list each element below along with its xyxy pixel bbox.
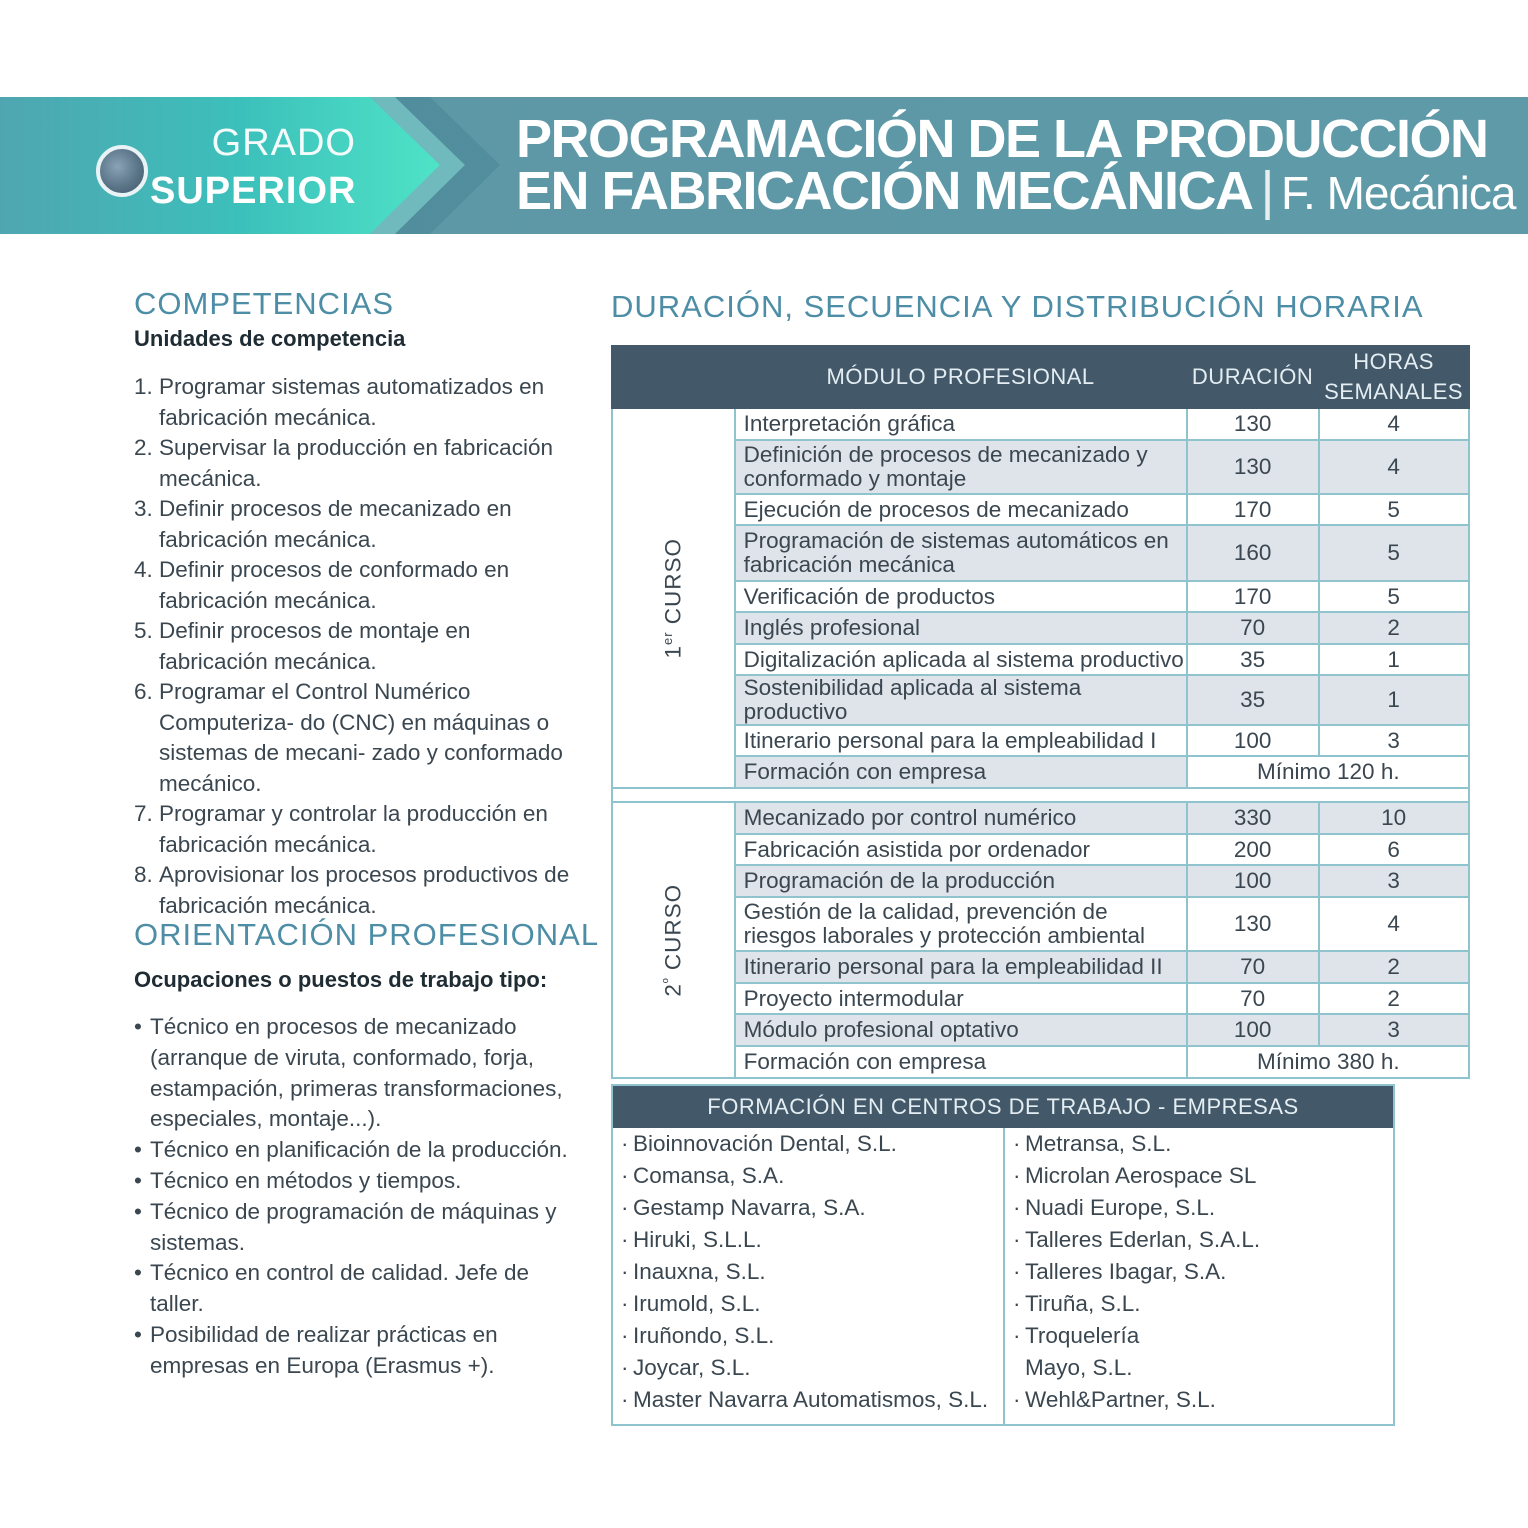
professional-family: F. Mecánica [1281,167,1516,219]
orientacion-subheading: Ocupaciones o puestos de trabajo tipo: [134,967,548,992]
duration-cell: 130 [1187,440,1319,494]
table-row-fct [612,756,1469,788]
module-cell: Formación con empresa [735,1046,1187,1078]
list-item: 3. Definir procesos de mecanizado en fabricación mecánica. [134,496,512,552]
header-duration: DURACIÓN [1187,346,1319,408]
table-row-fct [612,1046,1469,1078]
list-item: • Técnico en procesos de mecanizado (arranque de viruta, conformado, forja, estampación, primeras transformaciones, especiales, montaje...). [134,1012,574,1135]
hours-cell: 6 [1319,834,1469,865]
table-row [612,408,1469,440]
duration-cell: 200 [1187,834,1319,865]
level-badge-icon [96,145,148,197]
duracion-heading: DURACIÓN, SECUENCIA Y DISTRIBUCIÓN HORARIA [611,289,1424,324]
list-item: · Iruñondo, S.L. [621,1320,993,1352]
hours-cell: 5 [1319,581,1469,612]
header-module: MÓDULO PROFESIONAL [735,346,1187,408]
list-item: 5. Definir procesos de montaje en fabricación mecánica. [134,618,471,674]
module-cell: Fabricación asistida por ordenador [735,834,1187,865]
duration-cell: 170 [1187,581,1319,612]
list-item: · Hiruki, S.L.L. [621,1224,993,1256]
module-cell: Sostenibilidad aplicada al sistema productivo [735,675,1187,725]
list-item: 4. Definir procesos de conformado en fabricación mecánica. [134,557,510,613]
curso2-label: $2^º$ CURSO [612,802,735,1078]
table-row [612,525,1469,581]
module-cell: Mecanizado por control numérico [735,802,1187,834]
curso1-body [612,408,1469,788]
page-title [516,109,1516,221]
companies-body [613,1128,1393,1424]
list-item: · Nuadi Europe, S.L. [1013,1192,1383,1224]
title-line2-text: EN FABRICACIÓN MECÁNICA [516,161,1253,221]
list-item: · Talleres Ederlan, S.A.L. [1013,1224,1383,1256]
duration-cell: 130 [1187,897,1319,951]
companies-left-column [613,1128,1003,1424]
module-cell: Proyecto intermodular [735,983,1187,1014]
list-item: · Wehl&Partner, S.L. [1013,1384,1383,1416]
title-line2 [516,161,1516,221]
table-row [612,675,1469,725]
table-header-row [612,346,1469,408]
list-item: · Talleres Ibagar, S.A. [1013,1256,1383,1288]
table-row [612,644,1469,675]
list-item: 2. Supervisar la producción en fabricación mecánica. [134,435,553,491]
table-row [612,951,1469,983]
course-gap [612,788,1469,802]
module-cell: Itinerario personal para la empleabilidad II [735,951,1187,983]
list-item: · Master Navarra Automatismos, S.L. [621,1384,993,1416]
duration-cell: 70 [1187,612,1319,644]
list-item: • Técnico en control de calidad. Jefe de taller. [134,1258,574,1320]
companies-right-column [1003,1128,1393,1424]
table-row [612,725,1469,756]
level-line2: SUPERIOR [150,170,357,212]
hours-cell: 1 [1319,675,1469,725]
duration-cell: 35 [1187,675,1319,725]
hours-cell: 1 [1319,644,1469,675]
companies-table [611,1084,1395,1426]
table-row [612,612,1469,644]
list-item: • Técnico en métodos y tiempos. [134,1166,574,1197]
hours-cell: 4 [1319,440,1469,494]
list-item: · Gestamp Navarra, S.A. [621,1192,993,1224]
list-item: · Troquelería [1013,1320,1383,1352]
schedule-table [611,345,1470,1079]
list-item: 7. Programar y controlar la producción en fabricación mecánica. [134,801,548,857]
duration-cell: 100 [1187,865,1319,897]
module-cell: Interpretación gráfica [735,408,1187,440]
table-row [612,983,1469,1014]
list-item: · Metransa, S.L. [1013,1128,1383,1160]
level-line1: GRADO [211,122,356,164]
competencias-heading: COMPETENCIAS [134,286,395,321]
module-cell: Verificación de productos [735,581,1187,612]
list-item: · Microlan Aerospace SL [1013,1160,1383,1192]
table-row [612,1014,1469,1046]
module-cell: Digitalización aplicada al sistema productivo [735,644,1187,675]
duration-cell: 70 [1187,951,1319,983]
duration-cell: 160 [1187,525,1319,581]
list-item: · Tiruña, S.L. [1013,1288,1383,1320]
list-item: 8. Aprovisionar los procesos productivos de fabricación mecánica. [134,862,570,918]
list-item: 1. Programar sistemas automatizados en fabricación mecánica. [134,374,545,430]
hours-cell: 3 [1319,865,1469,897]
competencias-list [134,372,574,921]
table-row [612,802,1469,834]
list-item: · Bioinnovación Dental, S.L. [621,1128,993,1160]
module-cell: Definición de procesos de mecanizado y conformado y montaje [735,440,1187,494]
table-row [612,440,1469,494]
hours-cell: 5 [1319,525,1469,581]
hours-cell: 2 [1319,612,1469,644]
table-row [612,581,1469,612]
list-item: · Comansa, S.A. [621,1160,993,1192]
orientacion-heading: ORIENTACIÓN PROFESIONAL [134,917,600,952]
duration-cell: 130 [1187,408,1319,440]
duration-cell: 100 [1187,1014,1319,1046]
table-row [612,865,1469,897]
header-weekly-hours: HORAS SEMANALES [1319,346,1469,408]
list-item: Mayo, S.L. [1025,1355,1133,1380]
list-item: · Inauxna, S.L. [621,1256,993,1288]
table-row [612,897,1469,951]
duration-cell: 35 [1187,644,1319,675]
module-cell: Programación de la producción [735,865,1187,897]
module-cell: Formación con empresa [735,756,1187,788]
list-item: 6. Programar el Control Numérico Computeriza- do (CNC) en máquinas o sistemas de mecani- zado y conformado mecánico. [134,679,563,796]
curso1-label: 1er CURSO [612,408,735,788]
list-item: • Técnico de programación de máquinas y sistemas. [134,1197,574,1259]
minimum-hours-cell: Mínimo 380 h. [1187,1046,1469,1078]
table-row [612,494,1469,525]
title-separator: | [1260,161,1274,221]
hours-cell: 2 [1319,983,1469,1014]
hours-cell: 2 [1319,951,1469,983]
hours-cell: 4 [1319,408,1469,440]
duration-cell: 170 [1187,494,1319,525]
duration-cell: 330 [1187,802,1319,834]
module-cell: Ejecución de procesos de mecanizado [735,494,1187,525]
header-blank [612,346,735,408]
module-cell: Módulo profesional optativo [735,1014,1187,1046]
table-row [612,834,1469,865]
hours-cell: 10 [1319,802,1469,834]
minimum-hours-cell: Mínimo 120 h. [1187,756,1469,788]
occupations-list [134,1012,574,1382]
hours-cell: 3 [1319,725,1469,756]
hours-cell: 5 [1319,494,1469,525]
curso2-body [612,802,1469,1078]
module-cell: Itinerario personal para la empleabilidad I [735,725,1187,756]
duration-cell: 100 [1187,725,1319,756]
hours-cell: 4 [1319,897,1469,951]
title-line1: PROGRAMACIÓN DE LA PRODUCCIÓN [516,109,1488,169]
module-cell: Gestión de la calidad, prevención de riesgos laborales y protección ambiental [735,897,1187,951]
list-item: • Técnico en planificación de la producción. [134,1135,574,1166]
list-item: · Irumold, S.L. [621,1288,993,1320]
hours-cell: 3 [1319,1014,1469,1046]
companies-header: FORMACIÓN EN CENTROS DE TRABAJO - EMPRESAS [613,1086,1393,1128]
list-item: • Posibilidad de realizar prácticas en empresas en Europa (Erasmus +). [134,1320,574,1382]
module-cell: Inglés profesional [735,612,1187,644]
module-cell: Programación de sistemas automáticos en fabricación mecánica [735,525,1187,581]
duration-cell: 70 [1187,983,1319,1014]
list-item: · Joycar, S.L. [621,1352,993,1384]
competencias-subheading: Unidades de competencia [134,326,406,351]
